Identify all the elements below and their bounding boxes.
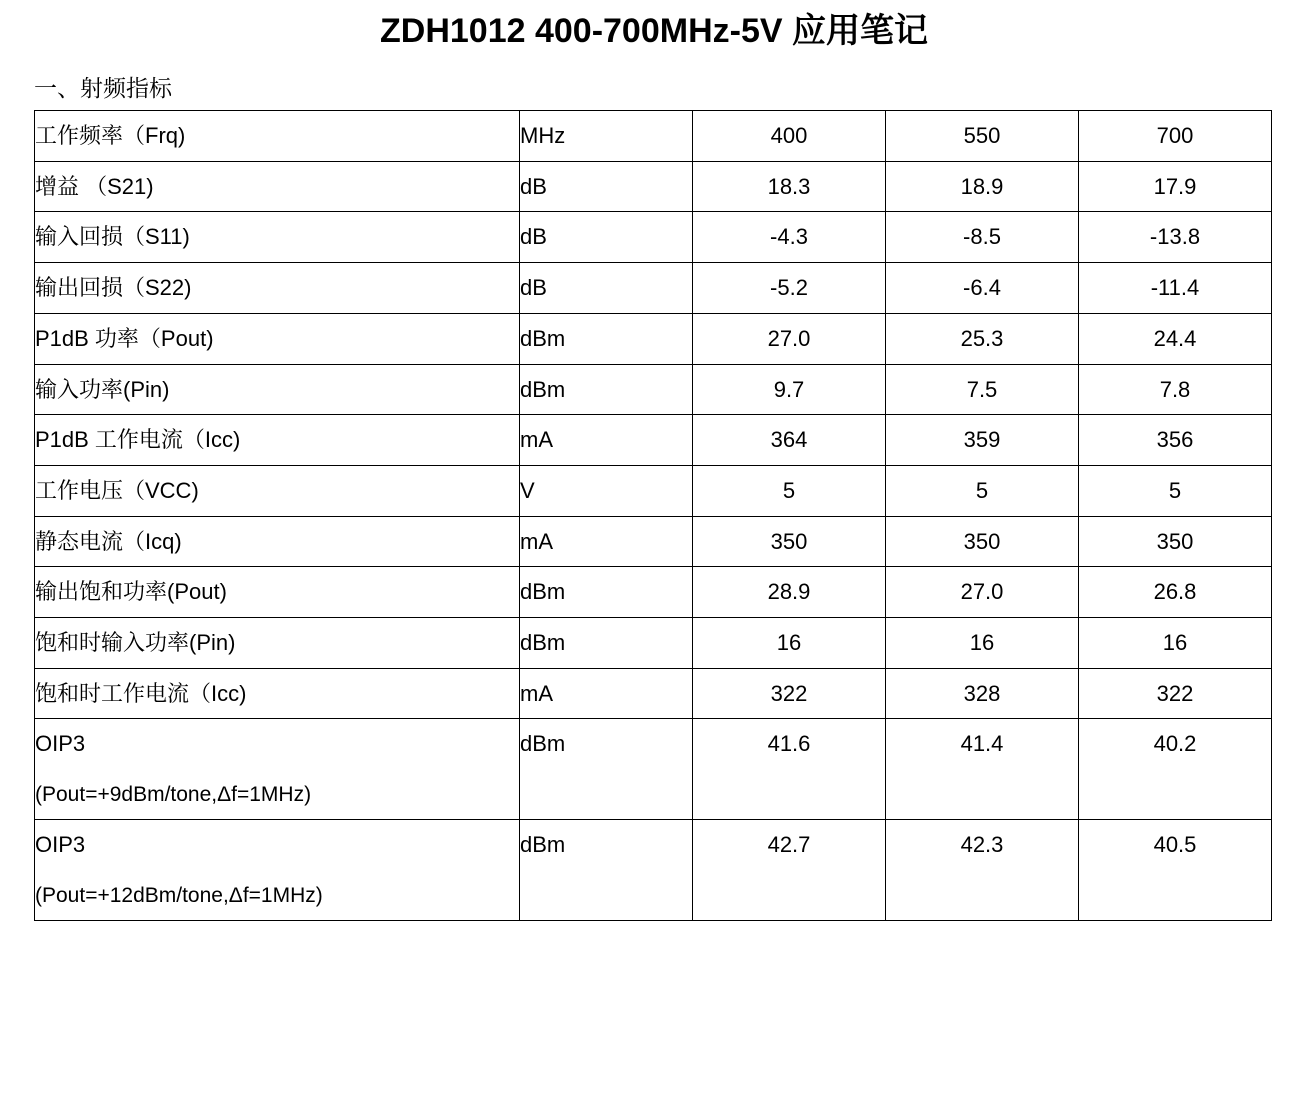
parameter-label: 工作频率（Frq): [35, 123, 186, 149]
parameter-label: 工作电压（VCC): [35, 477, 199, 503]
table-row: [35, 820, 1272, 921]
value-text: -8.5: [963, 224, 1001, 250]
unit-label: dB: [520, 275, 547, 301]
table-row: [35, 111, 1272, 162]
value-text: 350: [1156, 528, 1194, 554]
unit-label: dBm: [520, 832, 566, 858]
value-text: -11.4: [1150, 275, 1200, 301]
unit-label: MHz: [520, 123, 566, 149]
unit-label: mA: [520, 528, 553, 554]
value-text: 16: [776, 629, 802, 655]
value-text: 322: [770, 680, 808, 706]
cell-value-400: [693, 415, 886, 466]
cell-parameter: [35, 415, 520, 466]
value-text: 16: [969, 629, 995, 655]
cell-value-700: [1079, 567, 1272, 618]
cell-value-550: [886, 465, 1079, 516]
cell-value-400: [693, 465, 886, 516]
cell-value-550: [886, 567, 1079, 618]
document-page: [0, 10, 1308, 1098]
cell-parameter: [35, 364, 520, 415]
cell-value-700: [1079, 820, 1272, 921]
unit-label: dBm: [520, 731, 566, 757]
cell-value-700: [1079, 212, 1272, 263]
cell-parameter: [35, 161, 520, 212]
cell-unit: [520, 364, 693, 415]
rf-spec-table: [34, 110, 1272, 921]
cell-value-400: [693, 212, 886, 263]
parameter-label: 输入回损（S11): [35, 224, 190, 250]
cell-unit: [520, 161, 693, 212]
parameter-label: 增益 （S21): [35, 173, 154, 199]
cell-value-550: [886, 161, 1079, 212]
table-row: [35, 617, 1272, 668]
cell-value-700: [1079, 465, 1272, 516]
parameter-label: P1dB 工作电流（Icc): [35, 427, 241, 453]
cell-value-550: [886, 617, 1079, 668]
cell-unit: [520, 212, 693, 263]
value-text: 27.0: [767, 325, 811, 351]
cell-parameter: [35, 719, 520, 820]
cell-value-550: [886, 415, 1079, 466]
parameter-label: 饱和时输入功率(Pin): [35, 629, 236, 655]
cell-value-400: [693, 161, 886, 212]
cell-parameter: [35, 263, 520, 314]
unit-label: dBm: [520, 376, 566, 402]
table-row: [35, 212, 1272, 263]
table-body: [35, 111, 1272, 921]
cell-value-700: [1079, 364, 1272, 415]
parameter-label: 输出饱和功率(Pout): [35, 579, 227, 605]
parameter-condition: (Pout=+12dBm/tone,Δf=1MHz): [35, 884, 323, 908]
table-row: [35, 567, 1272, 618]
value-text: 42.3: [960, 832, 1004, 858]
cell-unit: [520, 415, 693, 466]
cell-unit: [520, 567, 693, 618]
cell-unit: [520, 668, 693, 719]
cell-value-550: [886, 212, 1079, 263]
parameter-condition: (Pout=+9dBm/tone,Δf=1MHz): [35, 783, 312, 807]
value-text: 364: [770, 427, 808, 453]
cell-value-400: [693, 364, 886, 415]
cell-unit: [520, 516, 693, 567]
value-text: 28.9: [767, 579, 811, 605]
parameter-label: OIP3: [35, 832, 86, 858]
cell-value-700: [1079, 313, 1272, 364]
cell-value-400: [693, 567, 886, 618]
cell-unit: [520, 617, 693, 668]
value-text: 18.9: [960, 173, 1004, 199]
value-text: 7.8: [1159, 376, 1191, 402]
unit-label: dBm: [520, 629, 566, 655]
table-row: [35, 415, 1272, 466]
table-row: [35, 161, 1272, 212]
cell-parameter: [35, 617, 520, 668]
cell-value-550: [886, 820, 1079, 921]
parameter-label: 饱和时工作电流（Icc): [35, 680, 247, 706]
table-row: [35, 668, 1272, 719]
cell-value-550: [886, 719, 1079, 820]
table-row: [35, 719, 1272, 820]
unit-label: V: [520, 477, 535, 503]
value-text: 40.2: [1153, 731, 1197, 757]
cell-unit: [520, 820, 693, 921]
cell-value-400: [693, 617, 886, 668]
value-text: 5: [1168, 477, 1182, 503]
value-text: 700: [1156, 123, 1194, 149]
parameter-label: 静态电流（Icq): [35, 528, 182, 554]
cell-parameter: [35, 111, 520, 162]
value-text: 328: [963, 680, 1001, 706]
cell-value-550: [886, 516, 1079, 567]
value-text: 5: [782, 477, 796, 503]
value-text: 41.4: [960, 731, 1004, 757]
cell-value-700: [1079, 719, 1272, 820]
cell-value-700: [1079, 668, 1272, 719]
cell-value-550: [886, 364, 1079, 415]
value-text: 16: [1162, 629, 1188, 655]
table-row: [35, 465, 1272, 516]
value-text: -5.2: [770, 275, 808, 301]
value-text: 18.3: [767, 173, 811, 199]
unit-label: mA: [520, 680, 553, 706]
cell-value-700: [1079, 415, 1272, 466]
cell-value-400: [693, 111, 886, 162]
cell-value-400: [693, 313, 886, 364]
cell-value-700: [1079, 516, 1272, 567]
table-row: [35, 313, 1272, 364]
parameter-label: 输出回损（S22): [35, 275, 192, 301]
table-row: [35, 263, 1272, 314]
cell-value-700: [1079, 617, 1272, 668]
unit-label: mA: [520, 427, 553, 453]
cell-unit: [520, 465, 693, 516]
value-text: 350: [770, 528, 808, 554]
value-text: 17.9: [1153, 173, 1197, 199]
cell-value-550: [886, 111, 1079, 162]
cell-value-400: [693, 516, 886, 567]
unit-label: dBm: [520, 579, 566, 605]
unit-label: dBm: [520, 325, 566, 351]
value-text: 7.5: [966, 376, 998, 402]
value-text: -4.3: [770, 224, 808, 250]
cell-value-700: [1079, 161, 1272, 212]
cell-parameter: [35, 465, 520, 516]
cell-parameter: [35, 820, 520, 921]
value-text: 5: [975, 477, 989, 503]
value-text: 550: [963, 123, 1001, 149]
value-text: -6.4: [963, 275, 1001, 301]
table-row: [35, 516, 1272, 567]
cell-unit: [520, 313, 693, 364]
cell-value-550: [886, 668, 1079, 719]
cell-value-550: [886, 263, 1079, 314]
value-text: 322: [1156, 680, 1194, 706]
value-text: 41.6: [767, 731, 811, 757]
cell-value-700: [1079, 263, 1272, 314]
unit-label: dB: [520, 173, 547, 199]
table-row: [35, 364, 1272, 415]
value-text: 359: [963, 427, 1001, 453]
parameter-label: OIP3: [35, 731, 86, 757]
cell-parameter: [35, 313, 520, 364]
cell-value-700: [1079, 111, 1272, 162]
cell-value-400: [693, 263, 886, 314]
cell-parameter: [35, 212, 520, 263]
page-title: ZDH1012 400-700MHz-5V 应用笔记: [380, 12, 928, 50]
cell-unit: [520, 719, 693, 820]
unit-label: dB: [520, 224, 547, 250]
value-text: 26.8: [1153, 579, 1197, 605]
cell-value-550: [886, 313, 1079, 364]
section-heading-rf-specs: 一、射频指标: [34, 74, 172, 101]
cell-value-400: [693, 719, 886, 820]
cell-value-400: [693, 668, 886, 719]
value-text: 40.5: [1153, 832, 1197, 858]
cell-value-400: [693, 820, 886, 921]
value-text: 25.3: [960, 325, 1004, 351]
value-text: 24.4: [1153, 325, 1197, 351]
value-text: 9.7: [773, 376, 805, 402]
cell-parameter: [35, 668, 520, 719]
cell-unit: [520, 111, 693, 162]
value-text: -13.8: [1149, 224, 1201, 250]
cell-parameter: [35, 516, 520, 567]
cell-parameter: [35, 567, 520, 618]
cell-unit: [520, 263, 693, 314]
value-text: 400: [770, 123, 808, 149]
value-text: 350: [963, 528, 1001, 554]
value-text: 356: [1156, 427, 1194, 453]
value-text: 42.7: [767, 832, 811, 858]
parameter-label: 输入功率(Pin): [35, 376, 170, 402]
parameter-label: P1dB 功率（Pout): [35, 325, 214, 351]
value-text: 27.0: [960, 579, 1004, 605]
